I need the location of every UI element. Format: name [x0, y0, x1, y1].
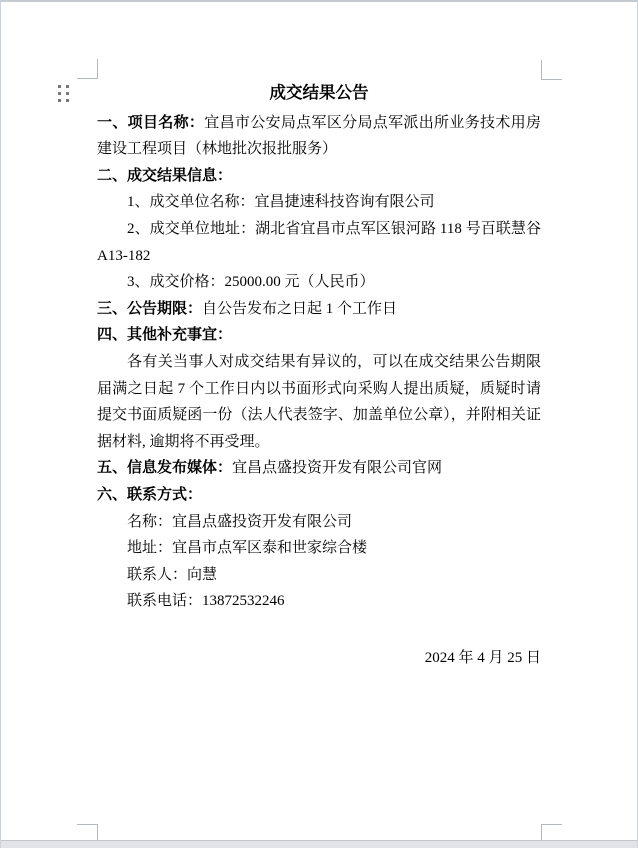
paragraph-result-info-heading [97, 163, 541, 190]
paragraph-text: 1、成交单位名称：宜昌捷速科技咨询有限公司 [127, 194, 435, 211]
paragraph-label: 六、联系方式： [97, 485, 203, 503]
paragraph-contact-name [97, 509, 541, 536]
paragraph-drag-handle-icon[interactable] [58, 85, 69, 102]
paragraph-text: 2、成交单位地址：湖北省宜昌市点军区银河路 118 号百联慧谷A13-182 [97, 220, 541, 264]
paragraph-label: 一、项目名称： [97, 113, 205, 131]
document-title: 成交结果公告 [269, 84, 369, 102]
paragraph-text: 宜昌市公安局点军区分局点军派出所业务技术用房建设工程项目（林地批次报批服务） [97, 114, 541, 158]
drag-handle-dot [58, 85, 61, 88]
paragraph-text: 名称：宜昌点盛投资开发有限公司 [127, 513, 353, 530]
document-date: 2024 年 4 月 25 日 [424, 649, 541, 666]
paragraph-text: 联系人：向慧 [127, 566, 218, 583]
paragraph-project-name [97, 110, 541, 163]
paragraph-winner-name [97, 189, 541, 216]
document-body [97, 80, 541, 671]
paragraph-publish-media [97, 455, 541, 482]
paragraph-deal-price [97, 269, 541, 296]
page-bottom-edge [1, 840, 637, 848]
paragraph-label: 三、公告期限： [97, 299, 203, 317]
paragraph-objection-procedure [97, 349, 541, 455]
paragraph-label: 四、其他补充事宜： [97, 326, 233, 344]
paragraph-label: 二、成交结果信息： [97, 166, 233, 184]
paragraph-contact-person [97, 562, 541, 589]
paragraph-contact-phone [97, 588, 541, 615]
paragraph-text: 3、成交价格：25000.00 元（人民币） [127, 274, 375, 291]
paragraph-winner-address [97, 216, 541, 269]
paragraph-contact-address [97, 535, 541, 562]
drag-handle-dot [66, 85, 69, 88]
crop-mark-top-right-icon [541, 60, 562, 80]
drag-handle-dot [58, 99, 61, 102]
paragraph-text: 自公告发布之日起 1 个工作日 [202, 300, 398, 317]
crop-mark-top-left-icon [77, 59, 98, 79]
drag-handle-dot [58, 92, 61, 95]
paragraph-announcement-period [97, 296, 541, 323]
drag-handle-dot [66, 99, 69, 102]
paragraph-text: 各有关当事人对成交结果有异议的，可以在成交结果公告期限届满之日起 7 个工作日内以书面形式向采购人提出质疑，质疑时请提交书面质疑函一份（法人代表签字、加盖单位公章），并附相关证据材料, 逾期将不再受理。 [97, 353, 541, 450]
paragraph-text: 宜昌点盛投资开发有限公司官网 [232, 460, 443, 477]
paragraph-label: 五、信息发布媒体： [97, 459, 233, 477]
drag-handle-dot [66, 92, 69, 95]
paragraph-text: 联系电话：13872532246 [127, 593, 285, 610]
paragraph-contact-heading [97, 482, 541, 509]
paragraph-text: 地址：宜昌市点军区泰和世家综合楼 [127, 540, 368, 557]
paragraph-other-matters-heading [97, 322, 541, 349]
